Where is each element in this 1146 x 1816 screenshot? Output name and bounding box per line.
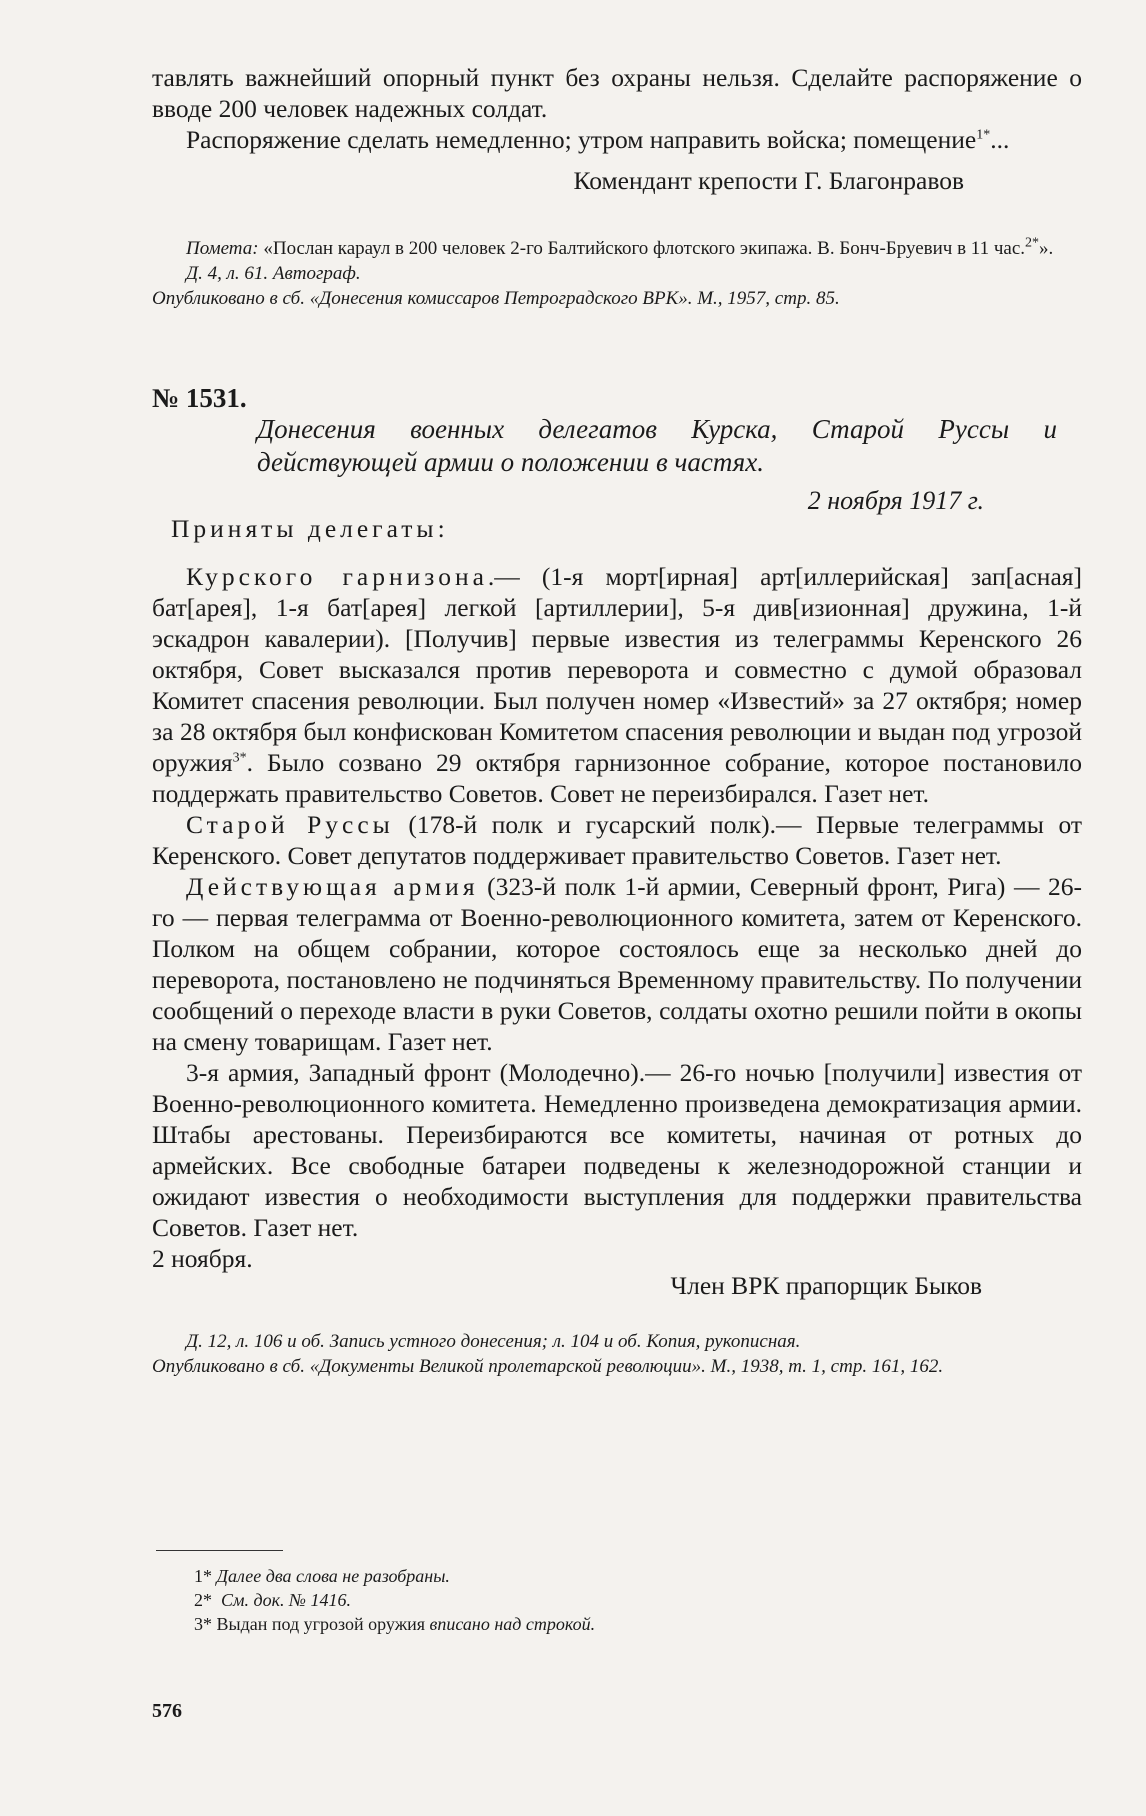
- footnote-2: 2* См. док. № 1416.: [194, 1590, 351, 1610]
- signature-commandant: Комендант крепости Г. Благонравов: [573, 166, 964, 195]
- notes-section-2: [152, 1329, 1082, 1379]
- paragraph-army: Действующая армия (323-й полк 1-й армии, Северный фронт, Рига) — 26-го — первая телеграмма от Военно-революционного комитета, затем от Керенского. Полком на общем собрании, которое состоялось еще за несколько дней до переворота, постановлено не подчиняться Временному правительству. По получении сообщений о переходе власти в руки Советов, солдаты охотно решили пойти в окопы на смену товарищам. Газет нет.: [152, 872, 1083, 1056]
- doc-title-block: [152, 383, 1082, 479]
- archive-ref-1: Д. 4, л. 61. Автограф.: [186, 263, 361, 284]
- published-ref-1: Опубликовано в сб. «Донесения комиссаров Петроградского ВРК». М., 1957, стр. 85.: [152, 288, 840, 309]
- page-number: 576: [152, 1700, 182, 1722]
- document-title: Донесения военных делегатов Курска, Старой Руссы и действующей армии о положении в частях.: [257, 414, 1057, 477]
- document-date: 2 ноября 1917 г.: [807, 486, 984, 515]
- paragraph-third-army: 3-я армия, Западный фронт (Молодечно).— 26-го ночью [получили] известия от Военно-революционного комитета. Немедленно произведена демократизация армии. Штабы арестованы. Переизбираются все комитеты, начиная от ротных до армейских. Все свободные батареи подведены к железнодорожной станции и ожидают известия о необходимости выступления для поддержки правительства Советов. Газет нет.: [152, 1058, 1082, 1242]
- paragraph-russa: Старой Руссы (178-й полк и гусарский полк).— Первые телеграммы от Керенского. Совет депутатов поддерживает правительство Советов. Газет нет.: [152, 810, 1083, 870]
- document-body: [152, 513, 1082, 1301]
- paragraph-top-1: тавлять важнейший опорный пункт без охраны нельзя. Сделайте распоряжение о вводе 200 человек надежных солдат.: [152, 63, 1082, 123]
- notes-section-1: [152, 236, 1082, 311]
- date-end: 2 ноября.: [152, 1244, 253, 1273]
- footnote-3: 3* Выдан под угрозой оружия вписано над строкой.: [194, 1614, 596, 1634]
- footnote-divider: [156, 1550, 283, 1551]
- signature-bykov: Член ВРК прапорщик Быков: [670, 1271, 982, 1300]
- archive-ref-2: Д. 12, л. 106 и об. Запись устного донесения; л. 104 и об. Копия, рукописная.: [186, 1331, 801, 1352]
- published-ref-2: Опубликовано в сб. «Документы Великой пролетарской революции». М., 1938, т. 1, стр. 161, 162.: [152, 1356, 944, 1377]
- paragraph-kursk: Курского гарнизона.— (1-я морт[ирная] арт[иллерийская] зап[асная] бат[арея], 1-я бат[арея] легкой [артиллерии], 5-я див[изионная] дружина, 1-й эскадрон кавалерии). [Получив] первые известия из телеграммы Керенского 26 октября, Совет высказался против переворота и совместно с думой образовал Комитет спасения революции. Был получен номер «Известий» за 27 октября; номер за 28 октября был конфискован Комитетом спасения революции и выдан под угрозой оружия$^{3*}$. Было созвано 29 октября гарнизонное собрание, которое постановило поддержать правительство Советов. Совет не переизбирался. Газет нет.: [152, 562, 1082, 808]
- footnote-1: 1* Далее два слова не разобраны.: [194, 1566, 450, 1586]
- paragraph-top-2: Распоряжение сделать немедленно; утром направить войска; помещение$^{1*}$...: [186, 125, 1010, 154]
- footnote-ref-3: 3*: [232, 750, 247, 766]
- top-section: [152, 62, 1082, 196]
- intro-line: Приняты делегаты:: [171, 514, 449, 543]
- document-number: № 1531.: [152, 383, 247, 413]
- footnote-ref-1: 1*: [976, 127, 991, 143]
- document-header: [152, 383, 1082, 516]
- footnotes: [152, 1564, 1082, 1636]
- pometa: Помета: «Послан караул в 200 человек 2-го Балтийского флотского экипажа. В. Бонч-Бруевич в 11 час.$^{2*}$».: [186, 235, 1054, 259]
